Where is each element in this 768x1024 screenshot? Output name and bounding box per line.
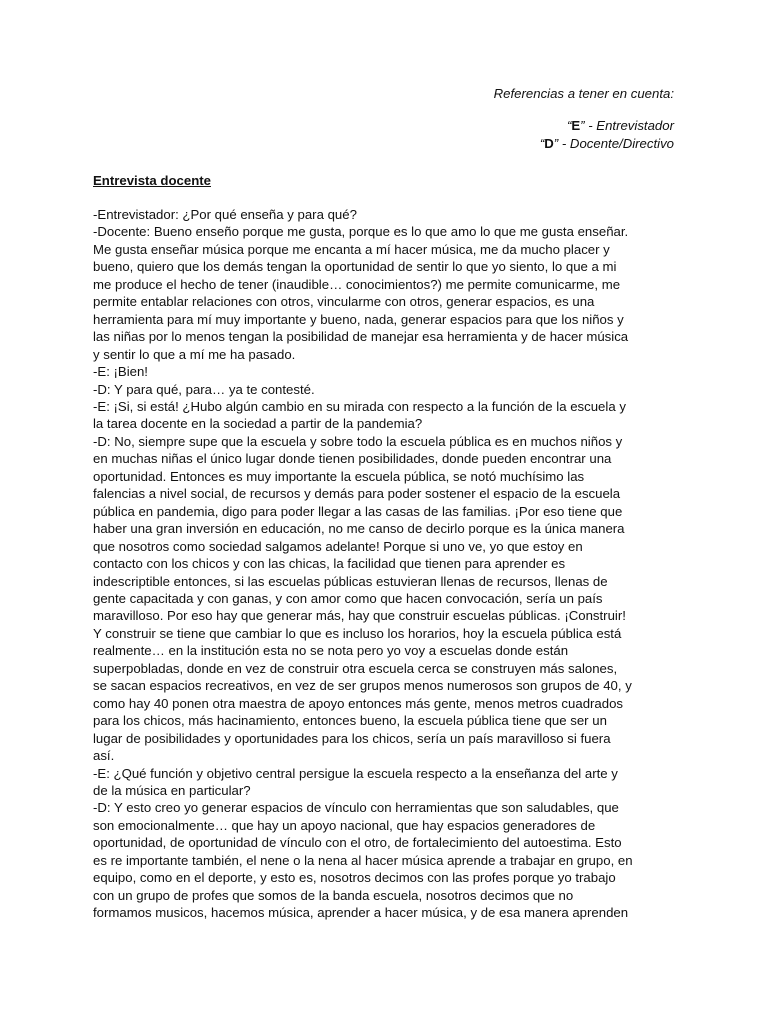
transcript-line: son emocionalmente… que hay un apoyo nacional, que hay espacios generadores de: [93, 817, 596, 833]
reference-open-quote: “: [566, 118, 572, 133]
transcript-line: falencias a nivel social, de recursos y demás para poder sostener el espacio de la escuela: [93, 486, 621, 502]
transcript-line: -D: Y para qué, para… ya te contesté.: [93, 381, 315, 397]
transcript-line: oportunidad, de oportunidad de vínculo con el otro, de fortalecimiento del autoestima. Esto: [93, 835, 622, 851]
transcript-line: -Docente: Bueno enseño porque me gusta, porque es lo que amo lo que me gusta enseñar.: [93, 224, 629, 240]
transcript-line: superpobladas, donde en vez de construir otra escuela cerca se construyen más salones,: [93, 660, 618, 676]
transcript-line: equipo, como en el deporte, y esto es, nosotros decimos con las profes porque yo trabajo: [93, 870, 616, 886]
transcript-line: -D: Y esto creo yo generar espacios de vínculo con herramientas que son saludables, que: [93, 800, 619, 816]
transcript-line: -Entrevistador: ¿Por qué enseña y para qué?: [93, 207, 357, 222]
transcript-line: herramienta para mí muy importante y bueno, nada, generar espacios para que los niños y: [93, 311, 624, 327]
transcript-line: -E: ¡Bien!: [93, 364, 148, 380]
reference-key: D: [544, 136, 554, 151]
transcript-line: formamos musicos, hacemos música, aprender a hacer música, y de esa manera aprenden: [93, 905, 629, 921]
transcript-line: que nosotros como sociedad salgamos adelante! Porque si uno ve, yo que estoy en: [93, 538, 583, 554]
transcript-line: de la música en particular?: [93, 782, 251, 798]
reference-docente: [494, 135, 674, 153]
transcript-line: lugar de posibilidades y oportunidades para los chicos, sería un país maravilloso si fuera: [93, 730, 611, 746]
transcript-line: contacto con los chicos y con las chicas, la facilidad que tienen para aprender es: [93, 556, 566, 572]
reference-open-quote: “: [539, 136, 545, 151]
transcript-line: realmente… en la institución esta no se nota pero yo voy a escuelas donde están: [93, 643, 569, 659]
reference-description: - Entrevistador: [588, 118, 674, 133]
transcript-line: -E: ¡Si, si está! ¿Hubo algún cambio en su mirada con respecto a la función de la escuela y: [93, 398, 626, 414]
transcript-line: gente capacitada y con ganas, y con amor como que hacen convocación, sería un país: [93, 590, 603, 606]
transcript-line: la tarea docente en la sociedad a partir de la pandemia?: [93, 416, 423, 432]
transcript-line: con un grupo de profes que somos de la banda escuela, nosotros decimos que no: [93, 887, 574, 903]
transcript-line: me produce el hecho de tener (inaudible… conocimientos?) me permite comunicarme, me: [93, 276, 621, 292]
reference-close-quote: ”: [580, 118, 589, 133]
transcript-line: haber una gran inversión en educación, no me canso de decirlo porque es la única manera: [93, 521, 625, 537]
reference-entrevistador: [494, 117, 674, 135]
transcript-line: Y construir se tiene que cambiar lo que es incluso los horarios, hoy la escuela pública está: [93, 625, 622, 641]
transcript-line: para los chicos, más hacinamiento, entonces bueno, la escuela pública tiene que ser un: [93, 713, 607, 729]
transcript-line: -E: ¿Qué función y objetivo central persigue la escuela respecto a la enseñanza del arte y: [93, 765, 618, 781]
reference-description: - Docente/Directivo: [561, 136, 674, 151]
transcript-line: como hay 40 ponen otra maestra de apoyo entonces más gente, menos metros cuadrados: [93, 695, 624, 711]
transcript-line: bueno, quiero que los demás tengan la oportunidad de sentir lo que yo siento, lo que a mi: [93, 259, 617, 275]
transcript-line: en muchas niñas el único lugar donde tienen posibilidades, donde pueden encontrar una: [93, 451, 612, 467]
transcript-line: permite entablar relaciones con otros, vincularme con otros, generar espacios, es una: [93, 294, 595, 310]
transcript-line: pública en pandemia, digo para poder llegar a las casas de las familias. ¡Por eso tiene que: [93, 503, 623, 519]
transcript-line: las niñas por lo menos tengan la posibilidad de manejar esa herramienta y de hacer música: [93, 329, 629, 345]
transcript-line: así.: [93, 748, 115, 764]
transcript-line: Me gusta enseñar música porque me encanta a mí hacer música, me da mucho placer y: [93, 241, 610, 257]
transcript-line: -D: No, siempre supe que la escuela y sobre todo la escuela pública es en muchos niños y: [93, 433, 623, 449]
reference-key: E: [571, 118, 581, 133]
references-title: Referencias a tener en cuenta:: [493, 86, 674, 101]
transcript-line: y sentir lo que a mí me ha pasado.: [93, 346, 296, 362]
transcript-line: oportunidad. Entonces es muy importante la escuela pública, se notó muchísimo las: [93, 468, 585, 484]
transcript-line: se sacan espacios recreativos, en vez de ser grupos menos numerosos son grupos de 40, y: [93, 678, 632, 694]
references-block: [494, 85, 674, 153]
transcript-line: maravilloso. Por eso hay que generar más, hay que construir escuelas públicas. ¡Construir!: [93, 608, 626, 624]
document-title: Entrevista docente: [93, 173, 211, 188]
interview-transcript: [93, 206, 683, 922]
transcript-line: es re importante también, el nene o la nena al hacer música aprende a trabajar en grupo, en: [93, 852, 633, 868]
reference-close-quote: ”: [553, 136, 562, 151]
transcript-line: indescriptible entonces, si las escuelas públicas estuvieran llenas de recursos, llenas de: [93, 573, 608, 589]
